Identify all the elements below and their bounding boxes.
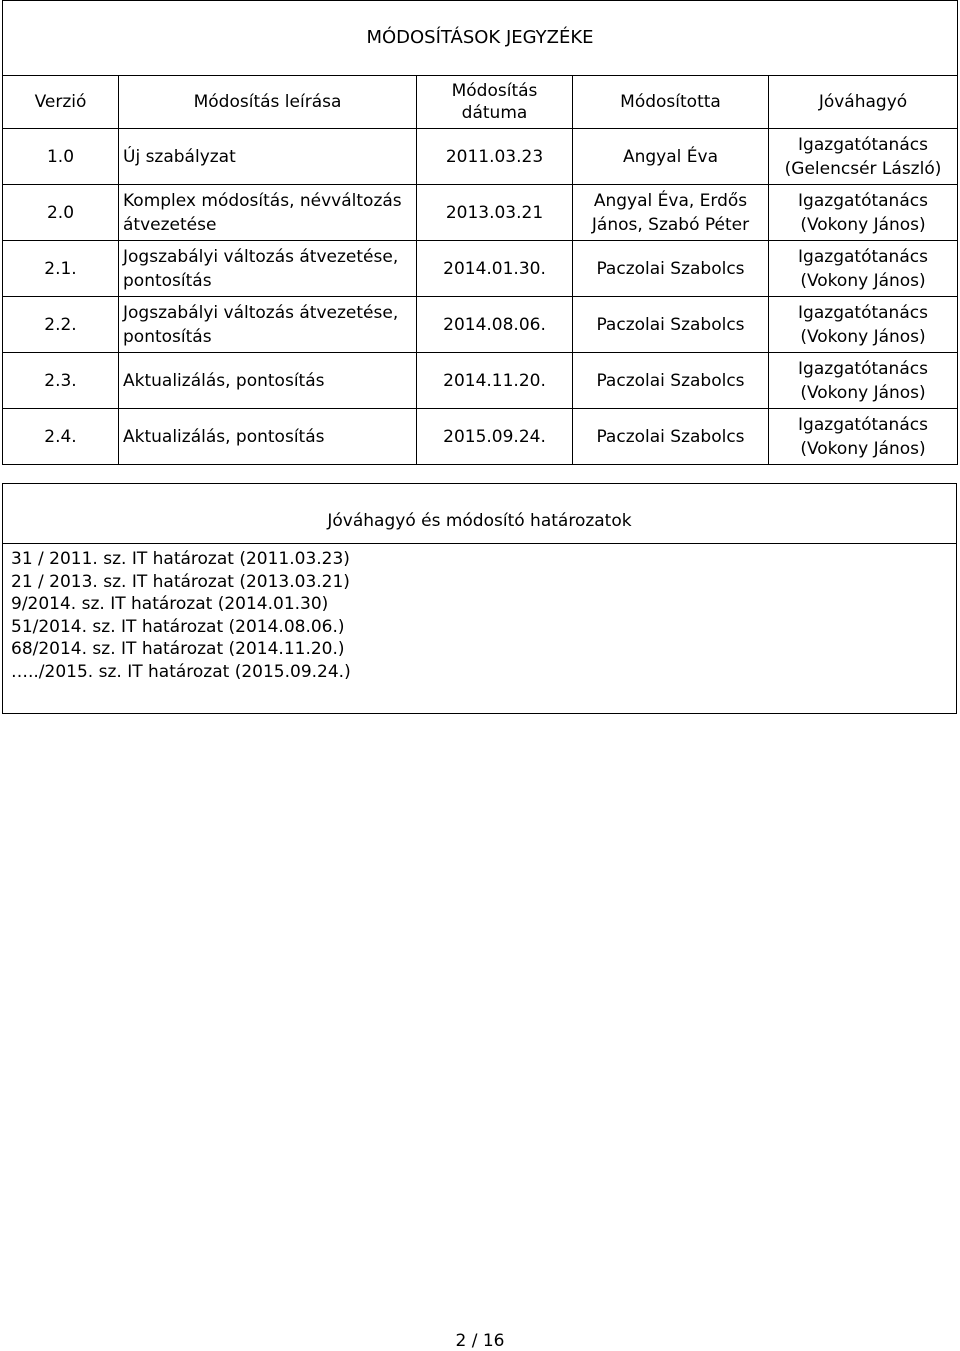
table-row	[3, 297, 958, 353]
header-approved-by: Jóváhagyó	[769, 76, 958, 129]
cell-modified-by: Paczolai Szabolcs	[573, 241, 769, 297]
cell-approved-by: Igazgatótanács (Vokony János)	[769, 353, 958, 409]
list-item: 68/2014. sz. IT határozat (2014.11.20.)	[11, 639, 345, 660]
cell-version: 1.0	[3, 129, 119, 185]
cell-version: 2.2.	[3, 297, 119, 353]
cell-approved-by: Igazgatótanács (Gelencsér László)	[769, 129, 958, 185]
cell-version: 2.1.	[3, 241, 119, 297]
header-modified-by: Módosította	[573, 76, 769, 129]
cell-description: Új szabályzat	[119, 129, 417, 185]
table-title: MÓDOSÍTÁSOK JEGYZÉKE	[3, 1, 958, 76]
cell-approved-by: Igazgatótanács (Vokony János)	[769, 241, 958, 297]
cell-description: Komplex módosítás, névváltozás átvezetése	[119, 185, 417, 241]
cell-description: Jogszabályi változás átvezetése, pontosítás	[119, 241, 417, 297]
cell-description: Jogszabályi változás átvezetése, pontosítás	[119, 297, 417, 353]
header-description: Módosítás leírása	[119, 76, 417, 129]
cell-modified-by: Paczolai Szabolcs	[573, 297, 769, 353]
resolutions-box	[2, 483, 957, 714]
header-row	[3, 76, 958, 129]
list-item: 51/2014. sz. IT határozat (2014.08.06.)	[11, 616, 345, 637]
cell-approved-by: Igazgatótanács (Vokony János)	[769, 185, 958, 241]
cell-approved-by: Igazgatótanács (Vokony János)	[769, 297, 958, 353]
cell-modified-by: Paczolai Szabolcs	[573, 353, 769, 409]
modifications-table	[2, 0, 958, 465]
cell-version: 2.4.	[3, 409, 119, 465]
cell-version: 2.0	[3, 185, 119, 241]
list-item: 21 / 2013. sz. IT határozat (2013.03.21)	[11, 571, 350, 592]
cell-modified-by: Angyal Éva	[573, 129, 769, 185]
resolutions-title: Jóváhagyó és módosító határozatok	[327, 511, 632, 531]
table-row	[3, 353, 958, 409]
cell-approved-by: Igazgatótanács (Vokony János)	[769, 409, 958, 465]
cell-description: Aktualizálás, pontosítás	[119, 353, 417, 409]
cell-version: 2.3.	[3, 353, 119, 409]
resolutions-list	[3, 543, 956, 684]
header-date: Módosítás dátuma	[417, 76, 573, 129]
cell-description: Aktualizálás, pontosítás	[119, 409, 417, 465]
list-item: 31 / 2011. sz. IT határozat (2011.03.23)	[11, 549, 350, 569]
cell-date: 2014.11.20.	[417, 353, 573, 409]
table-row	[3, 409, 958, 465]
cell-date: 2014.08.06.	[417, 297, 573, 353]
table-row	[3, 241, 958, 297]
page-number: 2 / 16	[455, 1331, 505, 1351]
cell-modified-by: Paczolai Szabolcs	[573, 409, 769, 465]
cell-modified-by: Angyal Éva, Erdős János, Szabó Péter	[573, 185, 769, 241]
list-item: 9/2014. sz. IT határozat (2014.01.30)	[11, 594, 329, 615]
cell-date: 2014.01.30.	[417, 241, 573, 297]
cell-date: 2011.03.23	[417, 129, 573, 185]
table-row	[3, 129, 958, 185]
header-version: Verzió	[3, 76, 119, 129]
list-item: …../2015. sz. IT határozat (2015.09.24.)	[11, 661, 351, 682]
cell-date: 2015.09.24.	[417, 409, 573, 465]
table-row	[3, 185, 958, 241]
cell-date: 2013.03.21	[417, 185, 573, 241]
